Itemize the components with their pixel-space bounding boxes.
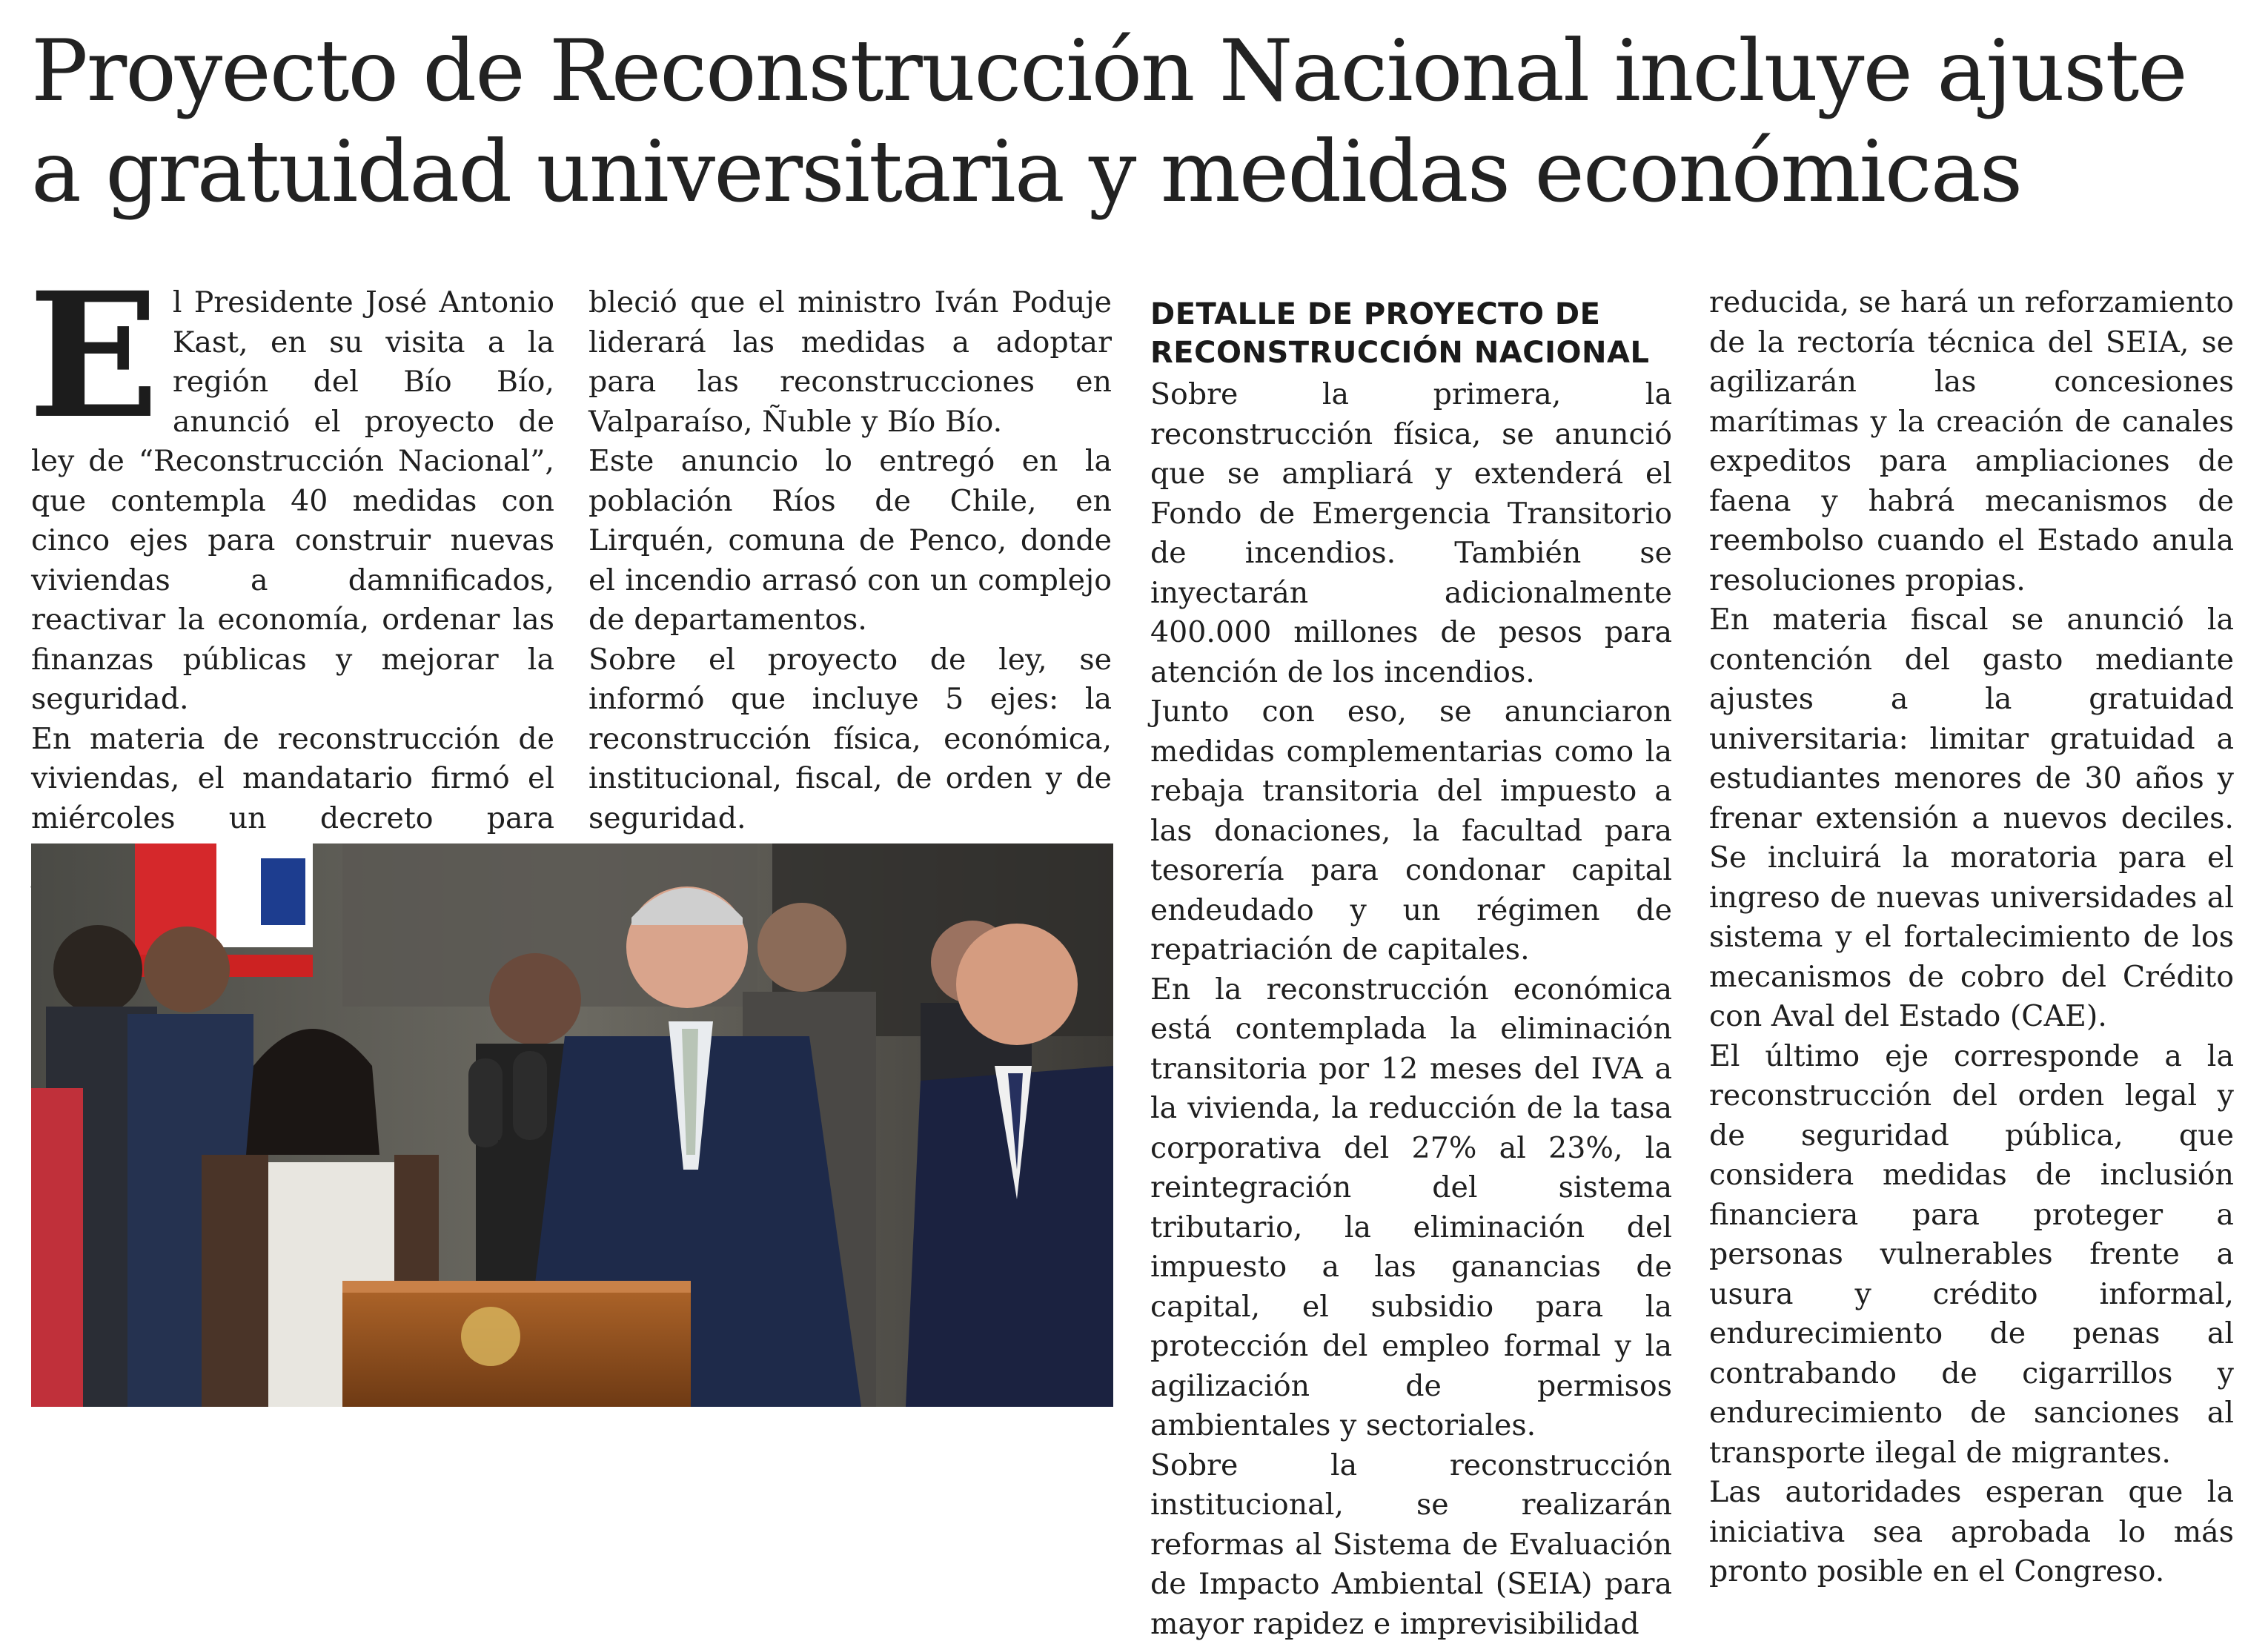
paragraph: l Presidente José Antonio Kast, en su visita a la región del Bío Bío, anunció el proyecto de ley de “Reconstrucción Nacional”, que contempla 40 medidas con cinco ejes para construir nuevas viviendas a damnificados, reactivar la economía, ordenar las finanzas públicas y mejorar la seguridad.: [31, 283, 554, 720]
drop-cap: E: [28, 291, 159, 421]
article-column-3: [1150, 295, 1672, 1644]
paragraph: Las autoridades esperan que la iniciativa sea aprobada lo más pronto posible en el Congreso.: [1709, 1473, 2234, 1592]
article-column-2: [588, 283, 1112, 838]
paragraph: Sobre la reconstrucción institucional, se realizarán reformas al Sistema de Evaluación de Impacto Ambiental (SEIA) para mayor rapidez e imprevisibilidad: [1150, 1446, 1672, 1644]
paragraph: Sobre la primera, la reconstrucción física, se anunció que se ampliará y extenderá el Fondo de Emergencia Transitorio de incendios. También se inyectarán adicionalmente 400.000 millones de pesos para atención de los incendios.: [1150, 375, 1672, 692]
article-column-1: [31, 283, 554, 918]
headline-line-1: Proyecto de Reconstrucción Nacional incluye ajuste: [31, 21, 2247, 122]
podium: [342, 1281, 691, 1407]
press-conference-illustration: [31, 843, 1113, 1407]
news-photo: [31, 843, 1113, 1407]
paragraph: En materia fiscal se anunció la contención del gasto mediante ajustes a la gratuidad universitaria: limitar gratuidad a estudiantes menores de 30 años y frenar extensión a nuevos deciles. Se incluirá la moratoria para el ingreso de nuevas universidades al sistema y el fortalecimiento de los mecanismos de cobro del Crédito con Aval del Estado (CAE).: [1709, 600, 2234, 1037]
paragraph: bleció que el ministro Iván Poduje liderará las medidas a adoptar para las reconstrucciones en Valparaíso, Ñuble y Bío Bío.: [588, 283, 1112, 442]
paragraph: Sobre el proyecto de ley, se informó que incluye 5 ejes: la reconstrucción física, económica, institucional, fiscal, de orden y de seguridad.: [588, 640, 1112, 839]
section-subhead: DETALLE DE PROYECTO DE RECONSTRUCCIÓN NACIONAL: [1150, 295, 1672, 372]
paragraph: En la reconstrucción económica está contemplada la eliminación transitoria por 12 meses del IVA a la vivienda, la reducción de la tasa corporativa del 27% al 23%, la reintegración del sistema tributario, la eliminación del impuesto a las ganancias de capital, el subsidio para la protección del empleo formal y la agilización de permisos ambientales y sectoriales.: [1150, 970, 1672, 1446]
paragraph: El último eje corresponde a la reconstrucción del orden legal y de seguridad pública, que considera medidas de inclusión financiera para proteger a personas vulnerables frente a usura y crédito informal, endurecimiento de penas al contrabando de cigarrillos y endurecimiento de sanciones al transporte ilegal de migrantes.: [1709, 1037, 2234, 1474]
headline: [31, 21, 2247, 222]
paragraph: reducida, se hará un reforzamiento de la rectoría técnica del SEIA, se agilizarán las concesiones marítimas y la creación de canales expeditos para ampliaciones de faena y habrá mecanismos de reembolso cuando el Estado anula resoluciones propias.: [1709, 283, 2234, 600]
paragraph: Este anuncio lo entregó en la población Ríos de Chile, en Lirquén, comuna de Penco, donde el incendio arrasó con un complejo de departamentos.: [588, 442, 1112, 640]
article-column-4: [1709, 283, 2234, 1592]
headline-line-2: a gratuidad universitaria y medidas económicas: [31, 122, 2247, 222]
paragraph: En materia de reconstrucción de viviendas, el mandatario firmó el miércoles un decreto para: [31, 720, 554, 918]
paragraph: Junto con eso, se anunciaron medidas complementarias como la rebaja transitoria del impuesto a las donaciones, la facultad para tesorería para condonar capital endeudado y un régimen de repatriación de capitales.: [1150, 692, 1672, 970]
